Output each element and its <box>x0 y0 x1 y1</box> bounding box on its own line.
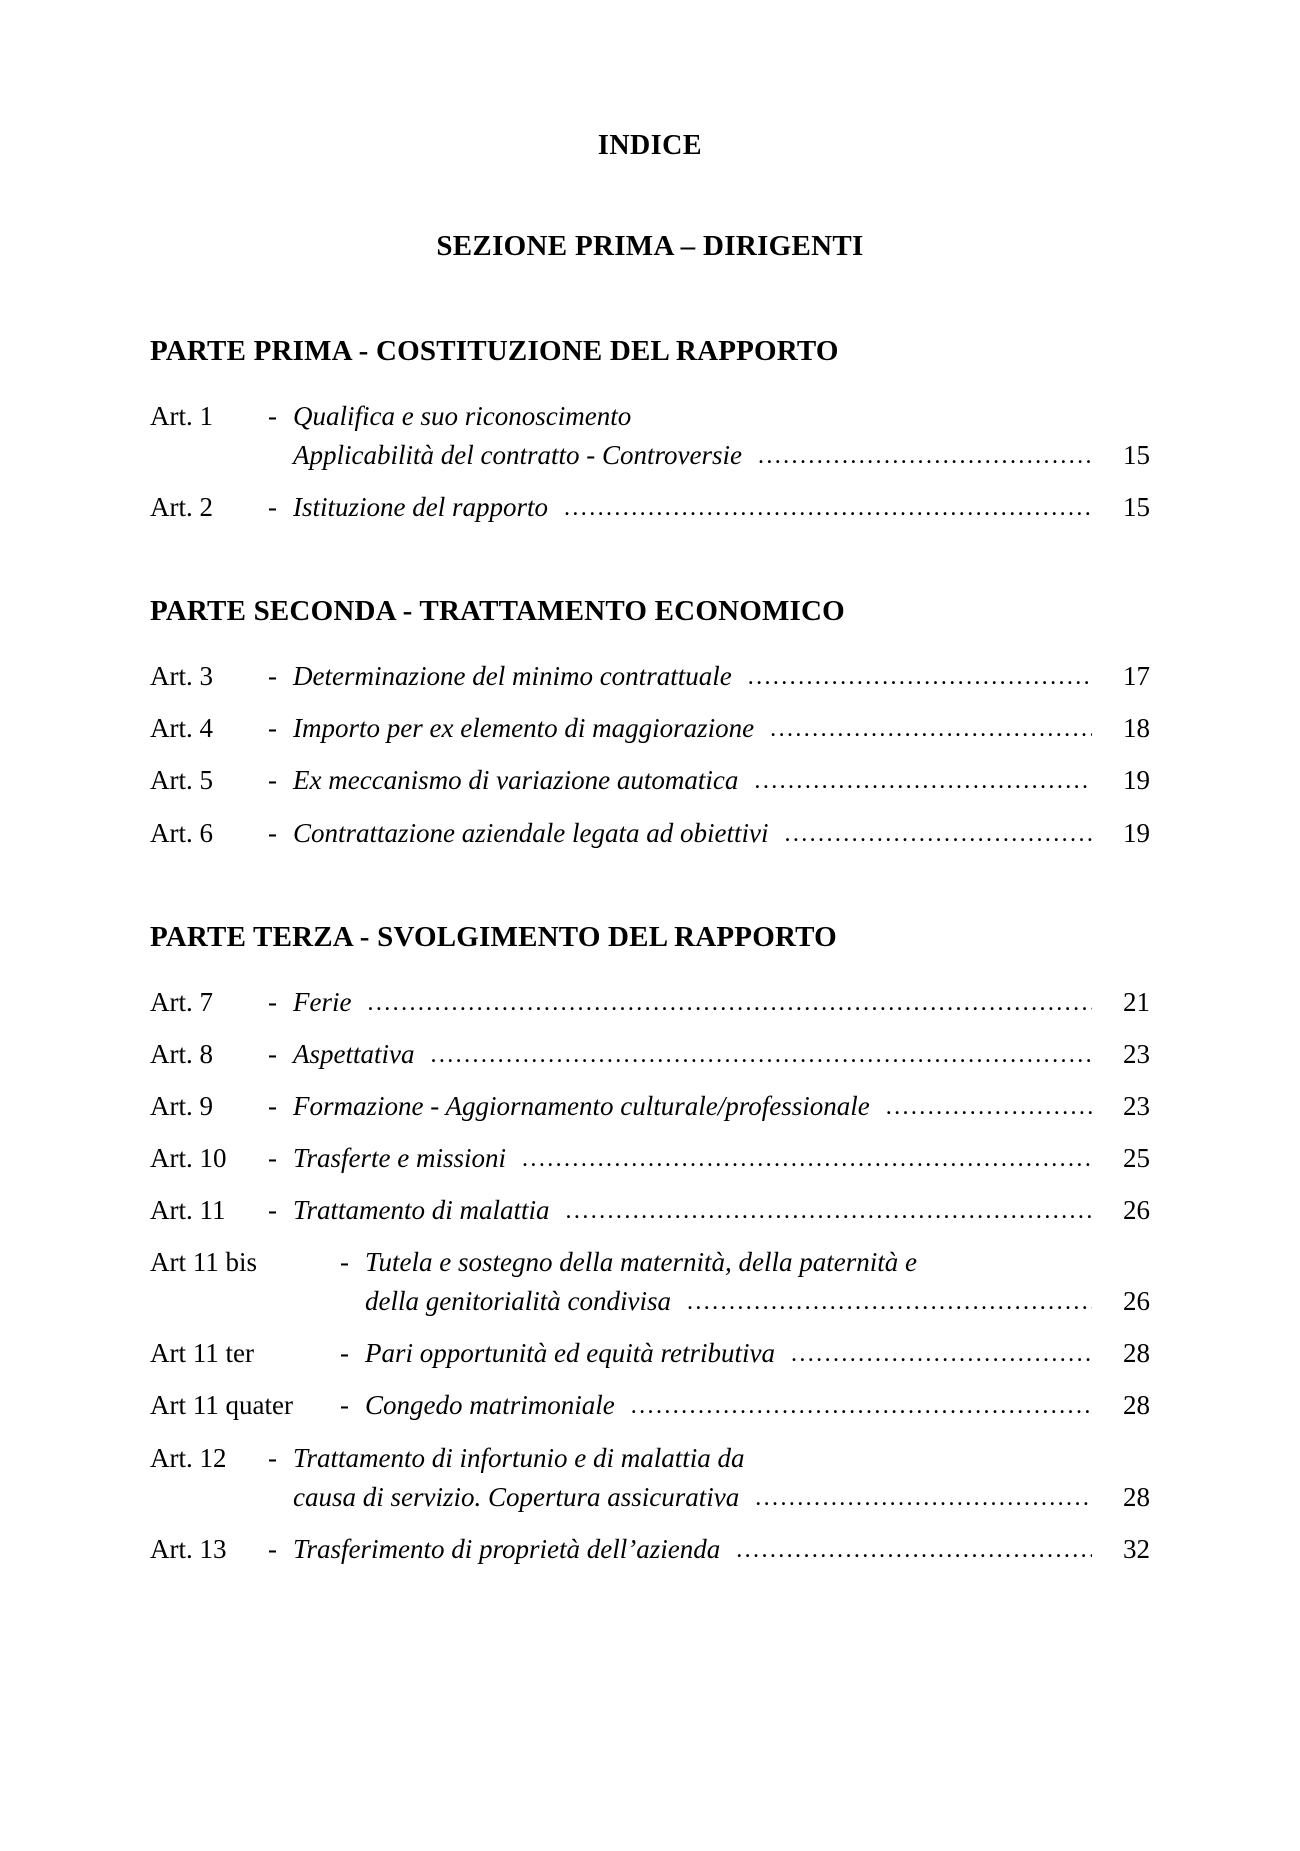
entry-body <box>293 1441 1150 1515</box>
toc-entry[interactable] <box>150 985 1150 1020</box>
entry-label: Art 11 quater <box>150 1390 293 1421</box>
entry-title: Tutela e sostegno della maternità, della paternità e <box>365 1247 917 1278</box>
entry-label: Art. 7 <box>150 986 213 1017</box>
dot-leader <box>367 991 1092 1015</box>
entry-label: Art. 12 <box>150 1442 227 1473</box>
entry-page-number: 19 <box>1123 817 1150 848</box>
entry-dash: - <box>268 401 277 431</box>
entry-body <box>293 399 1150 473</box>
entry-line <box>293 711 1150 746</box>
entry-page-number: 21 <box>1123 986 1150 1017</box>
toc-entry[interactable] <box>150 1089 1150 1124</box>
entry-label: Art. 1 <box>150 401 213 431</box>
entry-body <box>293 711 1150 746</box>
section-title: SEZIONE PRIMA – DIRIGENTI <box>436 230 864 262</box>
entry-title: Contrattazione aziendale legata ad obiettivi <box>293 817 769 848</box>
entry-line <box>293 1141 1150 1176</box>
entry-page-number: 23 <box>1123 1090 1150 1121</box>
entry-title: Trasferimento di proprietà dell’azienda <box>293 1533 721 1564</box>
toc-entry[interactable] <box>150 1141 1150 1176</box>
entry-label: Art. 3 <box>150 661 213 692</box>
entry-line <box>293 659 1150 694</box>
entry-dash: - <box>340 1390 349 1421</box>
entry-title: Formazione - Aggiornamento culturale/professionale <box>293 1090 870 1121</box>
entry-page-number: 26 <box>1123 1195 1150 1226</box>
toc-part <box>150 851 1150 1567</box>
entry-title: causa di servizio. Copertura assicurativa <box>293 1481 740 1512</box>
entry-page-number: 15 <box>1123 440 1150 471</box>
toc-part <box>150 525 1150 850</box>
entry-label: Art. 4 <box>150 713 213 744</box>
entry-line <box>293 1532 1150 1567</box>
toc-entry[interactable] <box>150 816 1150 851</box>
entry-body <box>293 1089 1150 1124</box>
entry-title: Qualifica e suo riconoscimento <box>293 401 632 431</box>
dot-leader <box>566 1199 1092 1223</box>
dot-leader <box>631 1394 1092 1418</box>
toc-entry[interactable] <box>150 1037 1150 1072</box>
entry-page-number: 28 <box>1123 1338 1150 1369</box>
entry-title: Trattamento di malattia <box>293 1195 550 1226</box>
entry-label: Art. 5 <box>150 765 213 796</box>
entry-line <box>293 816 1150 851</box>
entry-page-number: 28 <box>1123 1481 1150 1512</box>
entry-page-number: 32 <box>1123 1533 1150 1564</box>
entry-line <box>293 1193 1150 1228</box>
entry-line <box>365 1336 1150 1371</box>
entry-body <box>293 659 1150 694</box>
entry-line <box>293 985 1150 1020</box>
entry-dash: - <box>268 765 277 796</box>
entry-page-number: 26 <box>1123 1286 1150 1317</box>
entry-dash: - <box>340 1247 349 1278</box>
toc-entry[interactable] <box>150 659 1150 694</box>
entry-body <box>293 1037 1150 1072</box>
entry-title: Ferie <box>293 986 352 1017</box>
entry-title: Trattamento di infortunio e di malattia da <box>293 1442 745 1473</box>
entry-label: Art. 2 <box>150 492 213 523</box>
toc-entry[interactable] <box>150 490 1150 525</box>
toc-part <box>150 263 1150 525</box>
entry-dash: - <box>340 1338 349 1369</box>
toc-entry[interactable] <box>150 1532 1150 1567</box>
dot-leader <box>736 1538 1092 1562</box>
dot-leader <box>755 1486 1092 1510</box>
entry-page-number: 23 <box>1123 1038 1150 1069</box>
entry-page-number: 19 <box>1123 765 1150 796</box>
dot-leader <box>886 1095 1092 1119</box>
entry-title: Aspettativa <box>293 1038 415 1069</box>
toc-entry[interactable] <box>150 1388 1150 1423</box>
entry-line <box>293 399 1150 434</box>
entry-dash: - <box>268 1038 277 1069</box>
entry-page-number: 25 <box>1123 1142 1150 1173</box>
entry-title: Ex meccanismo di variazione automatica <box>293 765 739 796</box>
toc-entry[interactable] <box>150 399 1150 473</box>
dot-leader <box>564 496 1092 520</box>
part-heading: PARTE TERZA - SVOLGIMENTO DEL RAPPORTO <box>150 920 837 953</box>
dot-leader <box>687 1290 1092 1314</box>
entry-page-number: 28 <box>1123 1390 1150 1421</box>
dot-leader <box>784 822 1092 846</box>
entry-label: Art 11 ter <box>150 1338 254 1369</box>
entry-title: Applicabilità del contratto - Controversie <box>293 440 742 471</box>
entry-line <box>293 1441 1150 1476</box>
entry-dash: - <box>268 661 277 692</box>
entry-dash: - <box>268 1533 277 1564</box>
entry-dash: - <box>268 1142 277 1173</box>
dot-leader <box>770 717 1092 741</box>
entry-dash: - <box>268 986 277 1017</box>
entry-dash: - <box>268 713 277 744</box>
entry-body <box>293 1532 1150 1567</box>
entry-body <box>365 1245 1150 1319</box>
entry-label: Art 11 bis <box>150 1247 257 1278</box>
entry-line <box>365 1245 1150 1280</box>
toc-entry[interactable] <box>150 1441 1150 1515</box>
entry-body <box>293 1193 1150 1228</box>
toc-entry[interactable] <box>150 711 1150 746</box>
entry-body <box>293 816 1150 851</box>
entry-title: Determinazione del minimo contrattuale <box>293 661 732 692</box>
entry-line <box>293 1089 1150 1124</box>
toc-parts-container <box>150 263 1150 1567</box>
entry-label: Art. 8 <box>150 1038 213 1069</box>
dot-leader <box>791 1342 1092 1366</box>
entry-dash: - <box>268 817 277 848</box>
entry-title: Trasferte e missioni <box>293 1142 507 1173</box>
entry-body <box>293 985 1150 1020</box>
entry-title: Pari opportunità ed equità retributiva <box>365 1338 775 1369</box>
entry-page-number: 15 <box>1123 492 1150 523</box>
toc-entry[interactable] <box>150 1336 1150 1371</box>
dot-leader <box>522 1147 1092 1171</box>
dot-leader <box>758 444 1092 468</box>
page-title: INDICE <box>597 130 703 161</box>
entry-body <box>365 1336 1150 1371</box>
entry-line <box>293 763 1150 798</box>
entry-page-number: 17 <box>1123 661 1150 692</box>
entry-label: Art. 9 <box>150 1090 213 1121</box>
entry-dash: - <box>268 1442 277 1473</box>
entry-line <box>293 490 1150 525</box>
entry-label: Art. 10 <box>150 1142 227 1173</box>
part-heading: PARTE SECONDA - TRATTAMENTO ECONOMICO <box>150 595 845 628</box>
toc-entry[interactable] <box>150 1245 1150 1319</box>
entry-title: Istituzione del rapporto <box>293 492 548 523</box>
entry-dash: - <box>268 1090 277 1121</box>
entry-dash: - <box>268 1195 277 1226</box>
toc-entry[interactable] <box>150 763 1150 798</box>
entry-dash: - <box>268 492 277 523</box>
entry-line <box>365 1388 1150 1423</box>
toc-entry[interactable] <box>150 1193 1150 1228</box>
entry-label: Art. 11 <box>150 1195 226 1226</box>
entry-line <box>293 1480 1150 1515</box>
entry-line <box>293 438 1150 473</box>
dot-leader <box>748 665 1092 689</box>
entry-body <box>293 763 1150 798</box>
dot-leader <box>754 769 1092 793</box>
entry-title: della genitorialità condivisa <box>365 1286 671 1317</box>
entry-line <box>365 1284 1150 1319</box>
part-heading: PARTE PRIMA - COSTITUZIONE DEL RAPPORTO <box>150 335 839 367</box>
entry-title: Importo per ex elemento di maggiorazione <box>293 713 755 744</box>
entry-label: Art. 6 <box>150 817 213 848</box>
entry-label: Art. 13 <box>150 1533 227 1564</box>
entry-body <box>365 1388 1150 1423</box>
dot-leader <box>430 1043 1092 1067</box>
entry-title: Congedo matrimoniale <box>365 1390 615 1421</box>
entry-page-number: 18 <box>1123 713 1150 744</box>
entry-body <box>293 490 1150 525</box>
entry-line <box>293 1037 1150 1072</box>
entry-body <box>293 1141 1150 1176</box>
